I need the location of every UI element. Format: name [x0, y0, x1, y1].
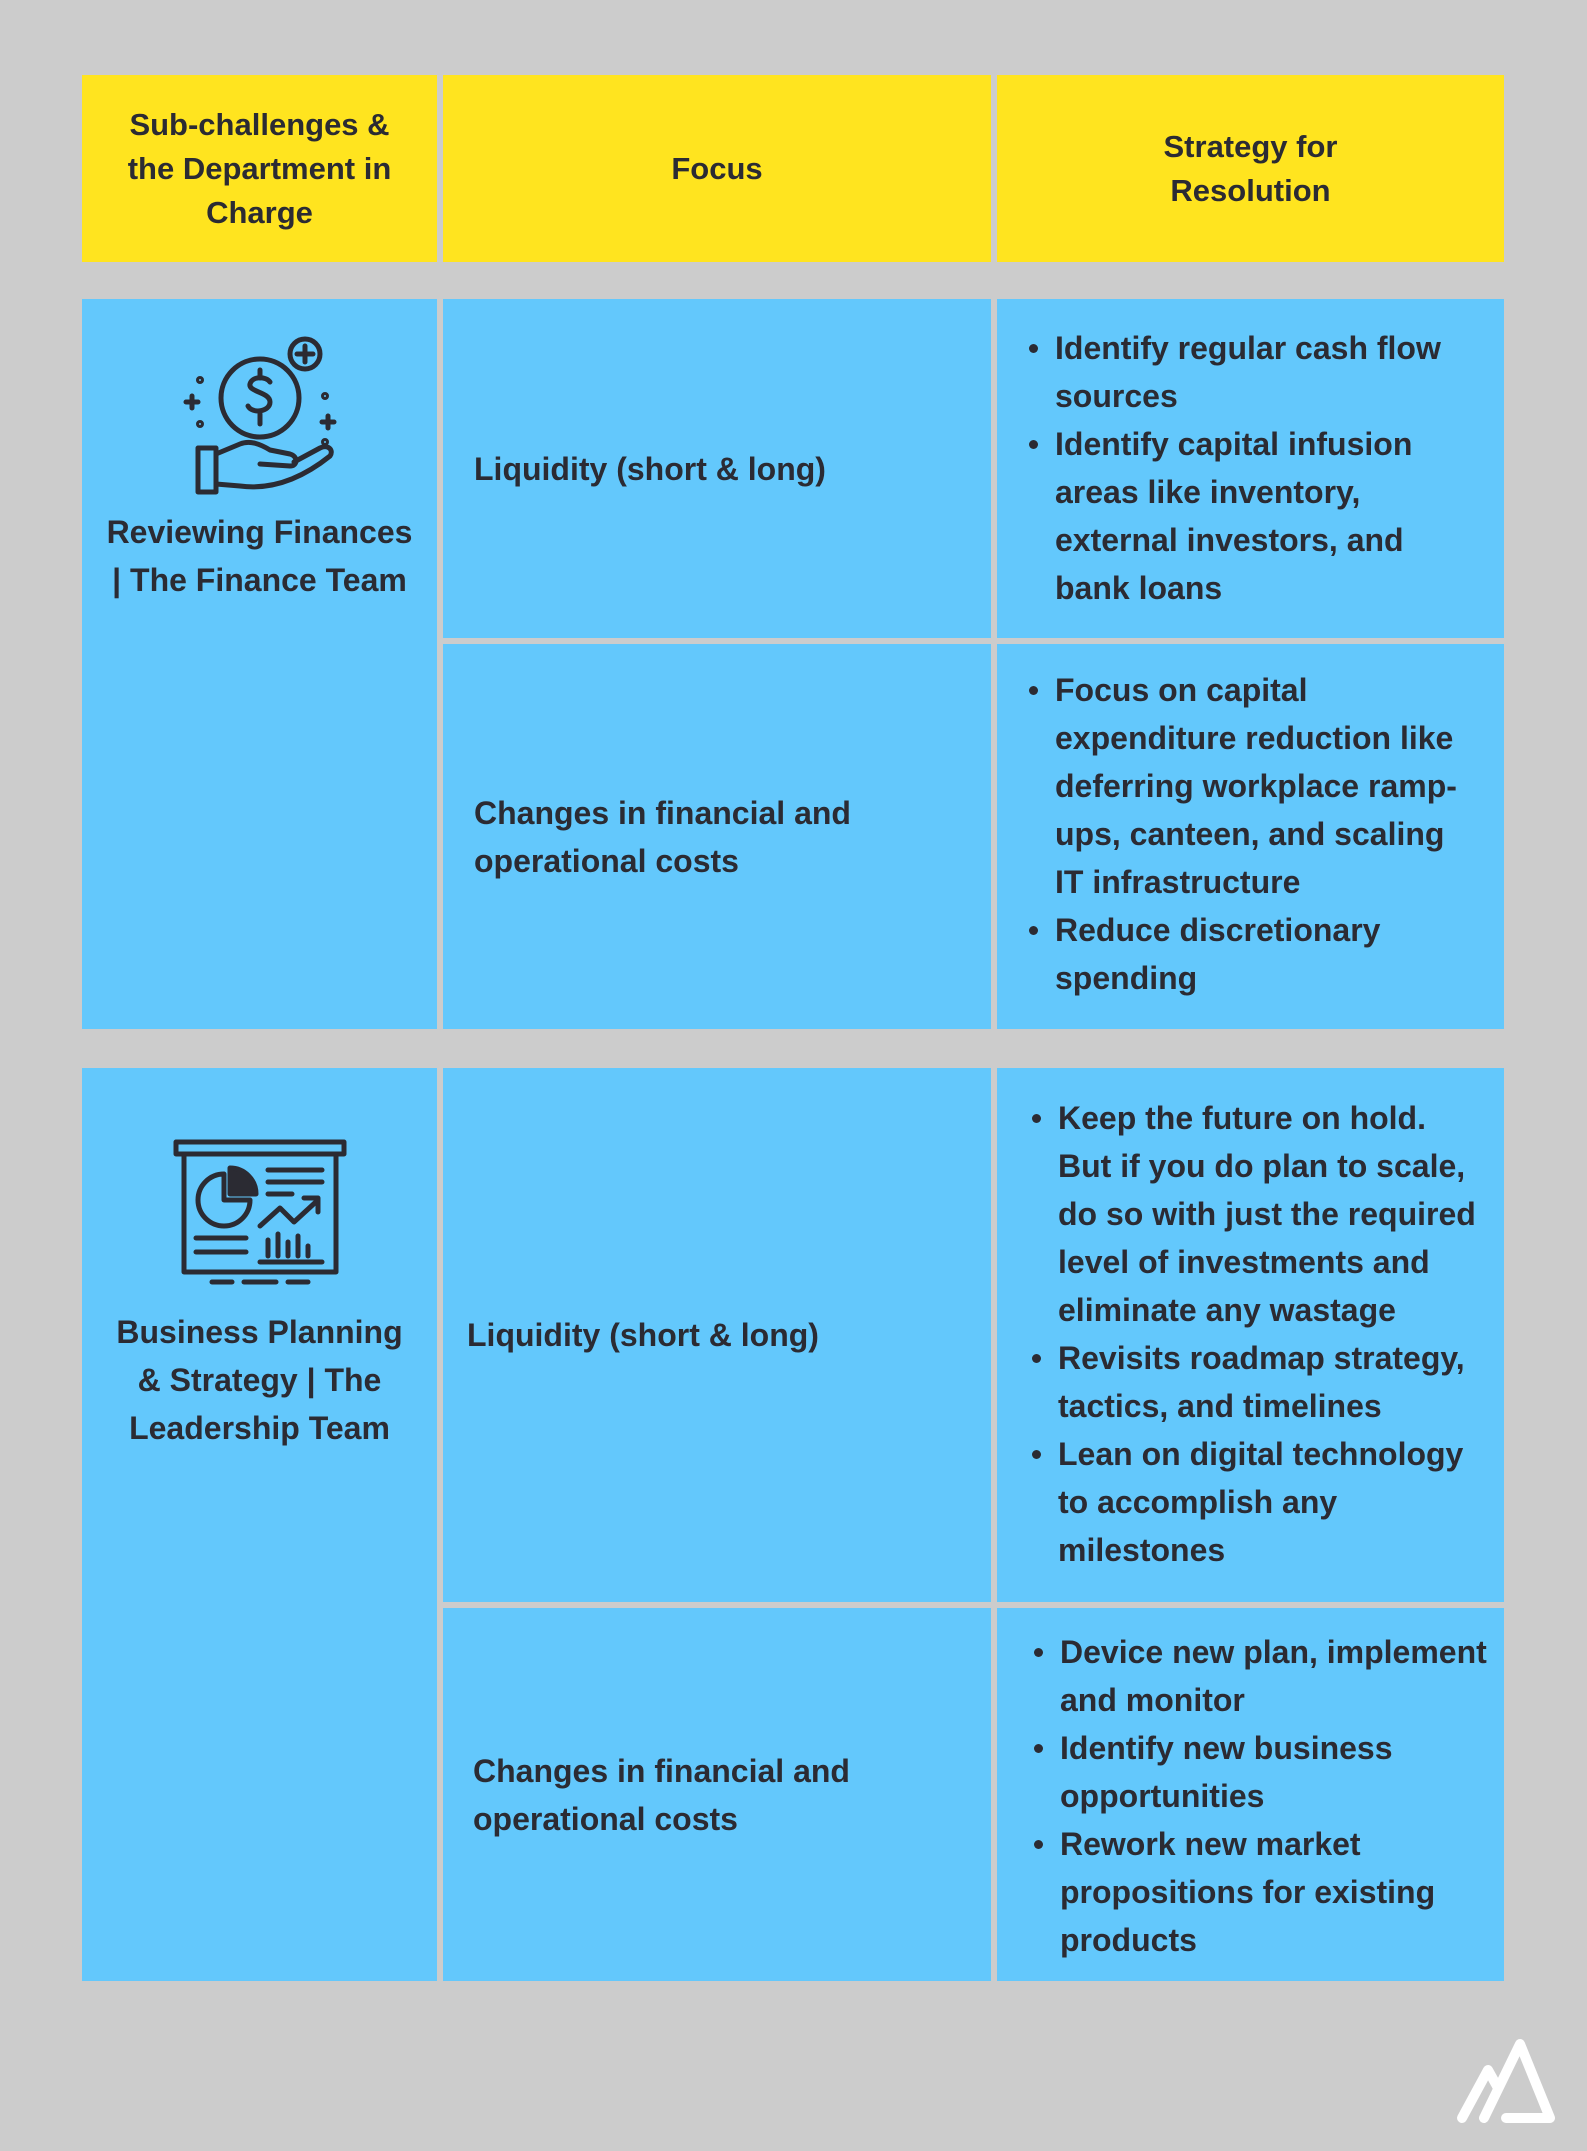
strategy-item-text: Reduce discretionary spending: [1055, 912, 1381, 996]
strategy-item-text: Identify new business opportunities: [1060, 1730, 1393, 1814]
strategy-item: [1060, 1724, 1504, 1820]
strategy-item: [1060, 1628, 1504, 1724]
strategy-item: [1058, 1334, 1504, 1430]
header-col-focus: [443, 75, 991, 262]
header-col-strategy: [997, 75, 1504, 262]
strategy-item-text: Device new plan, implement and monitor: [1060, 1634, 1487, 1718]
strategy-item: [1055, 906, 1504, 1002]
strategy-item-text: Keep the future on hold. But if you do plan to scale, do so with just the required level of investments and eliminate any wastage: [1058, 1100, 1476, 1328]
focus-label: Liquidity (short & long): [467, 1317, 819, 1353]
strategy-list: [997, 666, 1504, 1002]
strategy-item: [1060, 1820, 1504, 1964]
strategy-cell: [997, 299, 1504, 638]
focus-cell: [443, 1608, 991, 1981]
strategy-item: [1055, 666, 1504, 906]
header-col-subchallenges: [82, 75, 437, 262]
strategy-item-text: Identify capital infusion areas like inventory, external investors, and bank loans: [1055, 426, 1413, 606]
strategy-cell: [997, 1608, 1504, 1981]
strategy-list: [997, 324, 1504, 612]
section-leadership-department: [82, 1068, 437, 1981]
strategy-item: [1058, 1430, 1504, 1574]
strategy-item-text: Focus on capital expenditure reduction like deferring workplace ramp- ups, canteen, and scaling IT infrastructure: [1055, 672, 1457, 900]
header-col-focus-label: Focus: [671, 150, 763, 186]
presentation-board-icon: [172, 1138, 348, 1288]
header-col-strategy-label: Strategy for Resolution: [1163, 128, 1338, 208]
section-finance-department: [82, 299, 437, 1029]
focus-cell: [443, 644, 991, 1029]
department-label: Reviewing Finances | The Finance Team: [106, 514, 413, 598]
strategy-cell: [997, 644, 1504, 1029]
focus-cell: [443, 299, 991, 638]
strategy-item: [1058, 1094, 1504, 1334]
strategy-list: [997, 1628, 1504, 1964]
strategy-item: [1055, 420, 1504, 612]
brand-logo-icon: [1454, 2036, 1556, 2126]
focus-label: Changes in financial and operational costs: [474, 794, 851, 879]
money-hand-icon: [180, 332, 340, 500]
strategy-cell: [997, 1068, 1504, 1602]
strategy-item-text: Lean on digital technology to accomplish any milestones: [1058, 1436, 1464, 1568]
focus-cell: [443, 1068, 991, 1602]
strategy-item-text: Identify regular cash flow sources: [1055, 330, 1441, 414]
strategy-item: [1055, 324, 1504, 420]
department-label: Business Planning & Strategy | The Leadership Team: [116, 1314, 403, 1446]
strategy-item-text: Rework new market propositions for existing products: [1060, 1826, 1436, 1958]
header-col-subchallenges-label: Sub-challenges & the Department in Charge: [127, 106, 392, 230]
focus-label: Liquidity (short & long): [474, 450, 826, 487]
focus-label: Changes in financial and operational costs: [473, 1752, 850, 1837]
strategy-item-text: Revisits roadmap strategy, tactics, and timelines: [1058, 1340, 1465, 1424]
strategy-list: [997, 1094, 1504, 1574]
